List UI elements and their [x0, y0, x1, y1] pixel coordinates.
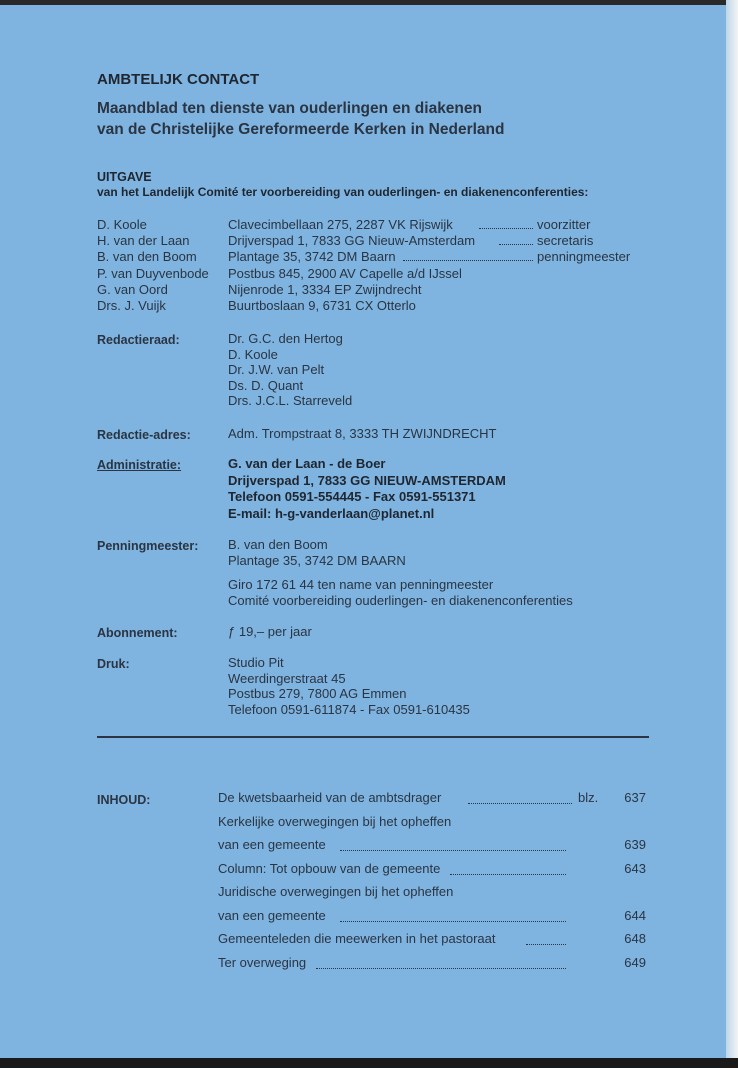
druk-line: Weerdingerstraat 45 [228, 670, 346, 686]
toc-title: Gemeenteleden die meewerken in het pastoraat [218, 931, 496, 946]
toc-page: 639 [624, 837, 646, 852]
abonnement-label: Abonnement: [97, 626, 178, 640]
administratie-line: Telefoon 0591-554445 - Fax 0591-551371 [228, 489, 476, 504]
magazine-subtitle [97, 98, 504, 140]
editor-name: D. Koole [228, 346, 278, 362]
toc-title: Kerkelijke overwegingen bij het opheffen [218, 813, 452, 829]
toc-title: De kwetsbaarheid van de ambtsdrager [218, 790, 442, 805]
uitgave-heading: UITGAVE [97, 170, 152, 184]
dot-leader [340, 850, 566, 851]
committee-members [97, 217, 657, 314]
toc-page: 643 [624, 860, 646, 876]
member-role: secretaris [537, 233, 594, 249]
druk-line: Studio Pit [228, 655, 284, 670]
dot-leader [316, 968, 566, 969]
member-address: Nijenrode 1, 3334 EP Zwijndrecht [228, 281, 422, 297]
subtitle-line-1: Maandblad ten dienste van ouderlingen en diakenen [97, 100, 482, 117]
giro-line: Giro 172 61 44 ten name van penningmeester [228, 577, 494, 592]
bottom-border [0, 1058, 738, 1068]
member-row [97, 217, 657, 233]
abonnement-value: ƒ 19,– per jaar [228, 624, 312, 639]
penningmeester-line: B. van den Boom [228, 537, 328, 552]
toc-title: Ter overweging [218, 954, 307, 970]
toc-title: Column: Tot opbouw van de gemeente [218, 860, 441, 876]
dot-leader [526, 944, 566, 945]
administratie-label: Administratie: [97, 458, 182, 472]
penningmeester-address [228, 537, 406, 568]
toc-entry [218, 837, 648, 861]
magazine-title: AMBTELIJK CONTACT [97, 71, 260, 88]
toc-entry [218, 884, 648, 908]
penningmeester-line: Plantage 35, 3742 DM BAARN [228, 552, 406, 568]
member-address: Buurtboslaan 9, 6731 CX Otterlo [228, 297, 416, 313]
member-name: G. van Oord [97, 281, 168, 297]
toc-entry [218, 861, 648, 885]
penningmeester-label: Penningmeester: [97, 539, 199, 553]
toc-entry [218, 908, 648, 932]
table-of-contents [218, 790, 648, 978]
dot-leader [340, 921, 566, 922]
member-row [97, 233, 657, 249]
druk-address [228, 655, 470, 717]
toc-page: 644 [624, 907, 646, 923]
member-address: Drijverspad 1, 7833 GG Nieuw-Amsterdam [228, 233, 476, 249]
divider [97, 736, 649, 738]
toc-title: van een gemeente [218, 907, 326, 923]
giro-info [228, 577, 573, 608]
redactie-adres-value: Adm. Trompstraat 8, 3333 TH ZWIJNDRECHT [228, 426, 497, 441]
toc-title: van een gemeente [218, 837, 326, 852]
toc-page: 637 [624, 790, 646, 805]
giro-line: Comité voorbereiding ouderlingen- en diakenenconferenties [228, 592, 573, 608]
editor-name: Drs. J.C.L. Starreveld [228, 393, 353, 408]
member-row [97, 282, 657, 298]
member-name: Drs. J. Vuijk [97, 297, 166, 313]
administratie-line: G. van der Laan - de Boer [228, 456, 386, 471]
administratie-address [228, 456, 506, 522]
druk-label: Druk: [97, 657, 130, 671]
member-role: voorzitter [537, 217, 591, 232]
dot-leader [499, 244, 533, 245]
member-row [97, 298, 657, 314]
dot-leader [479, 228, 533, 229]
administratie-line: Drijverspad 1, 7833 GG NIEUW-AMSTERDAM [228, 472, 506, 488]
blz-label: blz. [578, 790, 599, 805]
administratie-email: E-mail: h-g-vanderlaan@planet.nl [228, 505, 435, 521]
dot-leader [450, 874, 566, 875]
toc-page: 649 [624, 954, 646, 970]
subtitle-line-2: van de Christelijke Gereformeerde Kerken in Nederland [97, 121, 505, 138]
member-address: Plantage 35, 3742 DM Baarn [228, 249, 396, 265]
member-name: H. van der Laan [97, 233, 190, 249]
member-address: Clavecimbellaan 275, 2287 VK Rijswijk [228, 217, 453, 232]
redactie-adres-label: Redactie-adres: [97, 428, 191, 442]
member-row [97, 249, 657, 265]
toc-page: 648 [624, 931, 646, 946]
uitgave-subheading: van het Landelijk Comité ter voorbereiding van ouderlingen- en diakenenconferenties: [97, 185, 589, 199]
toc-entry [218, 931, 648, 955]
editor-name: Dr. J.W. van Pelt [228, 362, 325, 377]
member-name: B. van den Boom [97, 249, 197, 265]
member-name: P. van Duyvenbode [97, 265, 209, 281]
member-address: Postbus 845, 2900 AV Capelle a/d IJssel [228, 265, 462, 281]
druk-line: Postbus 279, 7800 AG Emmen [228, 686, 407, 701]
editor-name: Ds. D. Quant [228, 377, 304, 393]
druk-line: Telefoon 0591-611874 - Fax 0591-610435 [228, 701, 470, 717]
dot-leader [403, 260, 533, 261]
toc-entry [218, 955, 648, 979]
top-border [0, 0, 738, 5]
member-name: D. Koole [97, 217, 147, 232]
dot-leader [468, 803, 572, 804]
member-role: penningmeester [537, 249, 631, 265]
toc-entry [218, 814, 648, 838]
editor-name: Dr. G.C. den Hertog [228, 331, 343, 346]
inhoud-label: INHOUD: [97, 793, 151, 807]
page-edge [726, 0, 738, 1068]
toc-entry [218, 790, 648, 814]
toc-title: Juridische overwegingen bij het opheffen [218, 884, 454, 899]
redactieraad-label: Redactieraad: [97, 333, 180, 347]
redactieraad-list [228, 331, 352, 409]
member-row [97, 266, 657, 282]
